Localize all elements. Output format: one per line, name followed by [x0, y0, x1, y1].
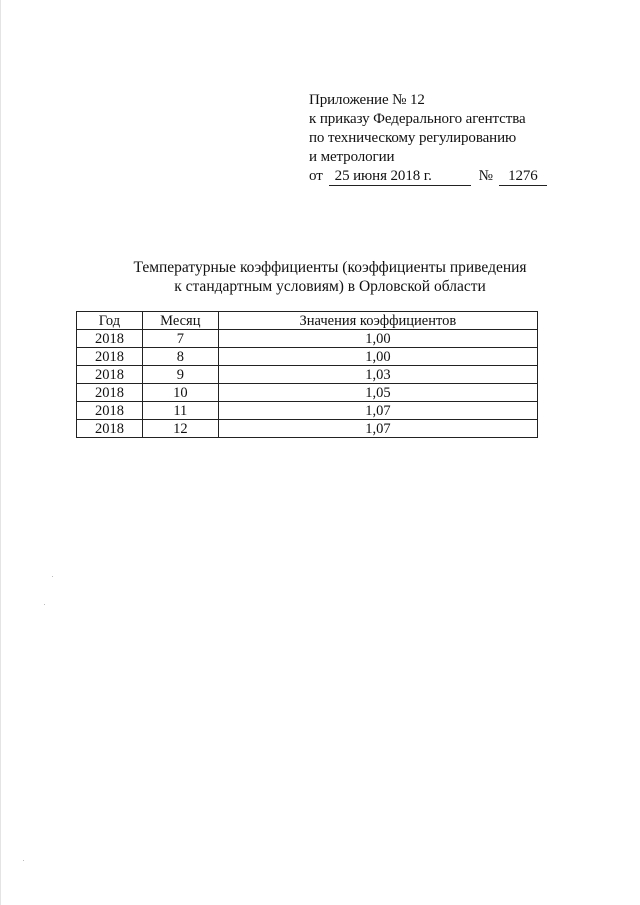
cell-year: 2018: [77, 384, 143, 402]
table-row: [77, 402, 538, 420]
document-title-line-2: к стандартным условиям) в Орловской области: [174, 278, 486, 295]
cell-month: 9: [142, 366, 218, 384]
cell-month: 8: [142, 348, 218, 366]
order-date: 25 июня 2018 г.: [329, 168, 471, 186]
appendix-line: по техническому регулированию: [309, 130, 517, 146]
document-title-line-1: Температурные коэффициенты (коэффициенты приведения: [133, 259, 527, 276]
cell-value: 1,07: [218, 420, 537, 438]
appendix-line: к приказу Федерального агентства: [309, 111, 526, 127]
scan-speck: [44, 604, 45, 605]
cell-year: 2018: [77, 330, 143, 348]
order-reference: [309, 167, 547, 186]
coefficients-table: [76, 311, 538, 438]
column-header-year: Год: [77, 312, 143, 330]
cell-value: 1,00: [218, 348, 537, 366]
order-from-label: от: [309, 168, 323, 184]
appendix-block: [309, 91, 547, 186]
scan-speck: [23, 860, 24, 861]
cell-value: 1,07: [218, 402, 537, 420]
order-number: 1276: [499, 168, 547, 186]
cell-year: 2018: [77, 348, 143, 366]
cell-month: 11: [142, 402, 218, 420]
cell-month: 7: [142, 330, 218, 348]
table-row: [77, 348, 538, 366]
cell-year: 2018: [77, 402, 143, 420]
cell-month: 10: [142, 384, 218, 402]
table-row: [77, 330, 538, 348]
cell-value: 1,00: [218, 330, 537, 348]
cell-month: 12: [142, 420, 218, 438]
table-row: [77, 384, 538, 402]
order-number-label: №: [478, 168, 493, 184]
table-header-row: [77, 312, 538, 330]
cell-year: 2018: [77, 420, 143, 438]
appendix-line: Приложение № 12: [309, 92, 425, 108]
table-row: [77, 366, 538, 384]
table-row: [77, 420, 538, 438]
cell-year: 2018: [77, 366, 143, 384]
cell-value: 1,03: [218, 366, 537, 384]
document-title: [100, 258, 560, 296]
cell-value: 1,05: [218, 384, 537, 402]
column-header-month: Месяц: [142, 312, 218, 330]
appendix-line: и метрологии: [309, 149, 395, 165]
scan-speck: [52, 576, 53, 577]
column-header-value: Значения коэффициентов: [218, 312, 537, 330]
